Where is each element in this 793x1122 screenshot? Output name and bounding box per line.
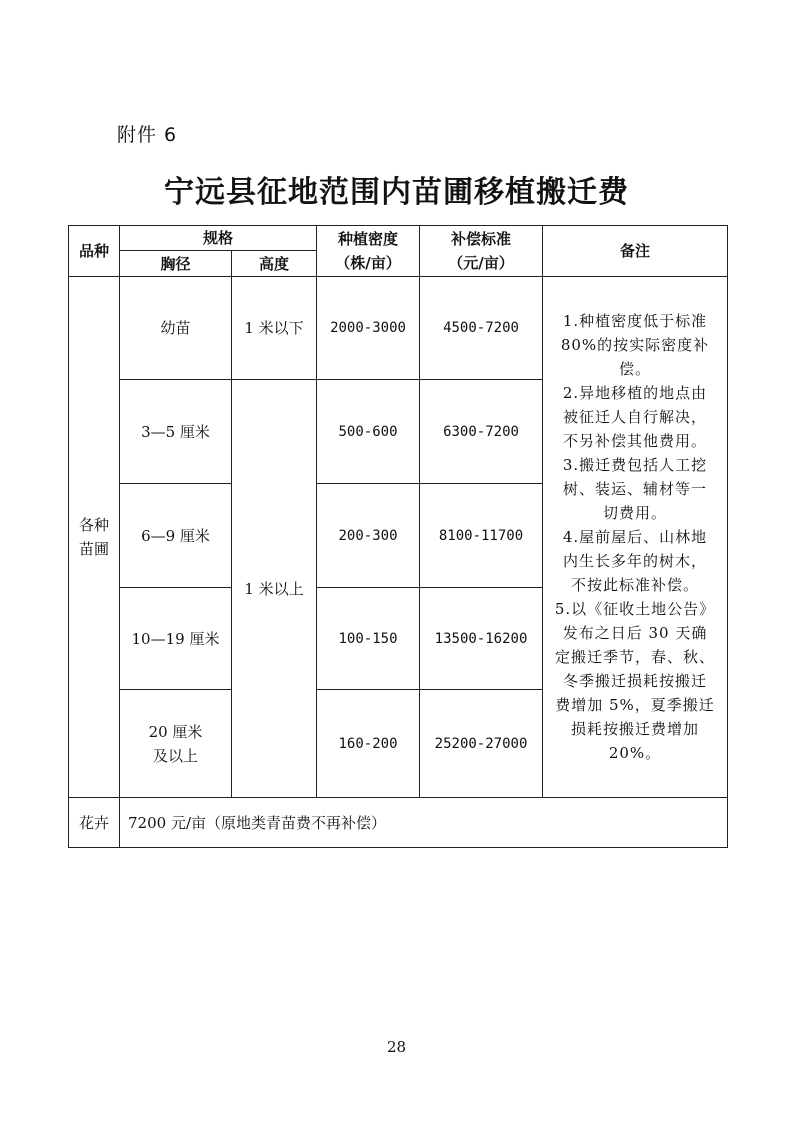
flower-label: 花卉	[69, 798, 120, 848]
diameter-line2: 及以上	[152, 746, 198, 765]
header-density-line2: （株/亩）	[335, 254, 401, 272]
category-line1: 各种	[78, 516, 109, 534]
header-variety: 品种	[69, 226, 120, 277]
density-cell: 100-150	[317, 588, 420, 690]
standard-cell: 13500-16200	[420, 588, 543, 690]
diameter-cell	[120, 690, 232, 798]
note-line: 80%的按实际密度补	[560, 336, 710, 354]
header-diameter: 胸径	[120, 251, 232, 277]
header-density	[317, 226, 420, 277]
note-line: 2.异地移植的地点由	[562, 384, 708, 402]
note-line: 5.以《征收土地公告》	[554, 600, 716, 618]
flower-row	[69, 798, 728, 848]
diameter-line1: 20 厘米	[148, 722, 203, 741]
standard-cell: 8100-11700	[420, 484, 543, 588]
note-line: 发布之日后 30 天确	[562, 624, 708, 642]
header-spec: 规格	[120, 226, 317, 251]
standard-cell: 25200-27000	[420, 690, 543, 798]
diameter-cell: 10—19 厘米	[120, 588, 232, 690]
category-cell	[69, 277, 120, 798]
note-line: 1.种植密度低于标准	[562, 312, 708, 330]
header-standard-line1: 补偿标准	[451, 230, 512, 248]
density-cell: 200-300	[317, 484, 420, 588]
density-cell: 160-200	[317, 690, 420, 798]
note-line: 内生长多年的树木，	[563, 552, 708, 570]
category-line2: 苗圃	[78, 540, 109, 558]
note-line: 不另补偿其他费用。	[563, 432, 708, 450]
compensation-table	[68, 225, 728, 848]
shared-height-cell: 1 米以上	[232, 380, 317, 798]
header-standard-line2: （元/亩）	[448, 254, 514, 272]
note-line: 冬季搬迁损耗按搬迁	[563, 672, 708, 690]
density-cell: 2000-3000	[317, 277, 420, 380]
note-line: 被征迁人自行解决，	[563, 408, 708, 426]
note-line: 20%。	[608, 744, 662, 762]
note-line: 费增加 5%，夏季搬迁	[555, 696, 715, 714]
note-line: 定搬迁季节，春、秋、	[555, 648, 716, 666]
note-line: 切费用。	[603, 504, 668, 522]
note-line: 不按此标准补偿。	[571, 576, 700, 594]
note-line: 偿。	[619, 360, 652, 378]
note-line: 损耗按搬迁费增加	[571, 720, 700, 738]
header-density-line1: 种植密度	[338, 230, 399, 248]
flower-text: 7200 元/亩（原地类青苗费不再补偿）	[120, 798, 728, 848]
header-notes: 备注	[543, 226, 728, 277]
note-line: 树、装运、辅材等一	[563, 480, 708, 498]
header-height: 高度	[232, 251, 317, 277]
diameter-cell: 6—9 厘米	[120, 484, 232, 588]
page-number: 28	[386, 1038, 407, 1056]
standard-cell: 4500-7200	[420, 277, 543, 380]
document-title: 宁远县征地范围内苗圃移植搬迁费	[164, 175, 629, 210]
diameter-cell: 3—5 厘米	[120, 380, 232, 484]
note-line: 4.屋前屋后、山林地	[562, 528, 708, 546]
density-cell: 500-600	[317, 380, 420, 484]
diameter-cell: 幼苗	[120, 277, 232, 380]
attachment-label: 附件 6	[117, 124, 178, 146]
table-row	[69, 277, 728, 380]
notes-cell	[543, 277, 728, 798]
standard-cell: 6300-7200	[420, 380, 543, 484]
height-cell: 1 米以下	[232, 277, 317, 380]
note-line: 3.搬迁费包括人工挖	[562, 456, 708, 474]
header-standard	[420, 226, 543, 277]
